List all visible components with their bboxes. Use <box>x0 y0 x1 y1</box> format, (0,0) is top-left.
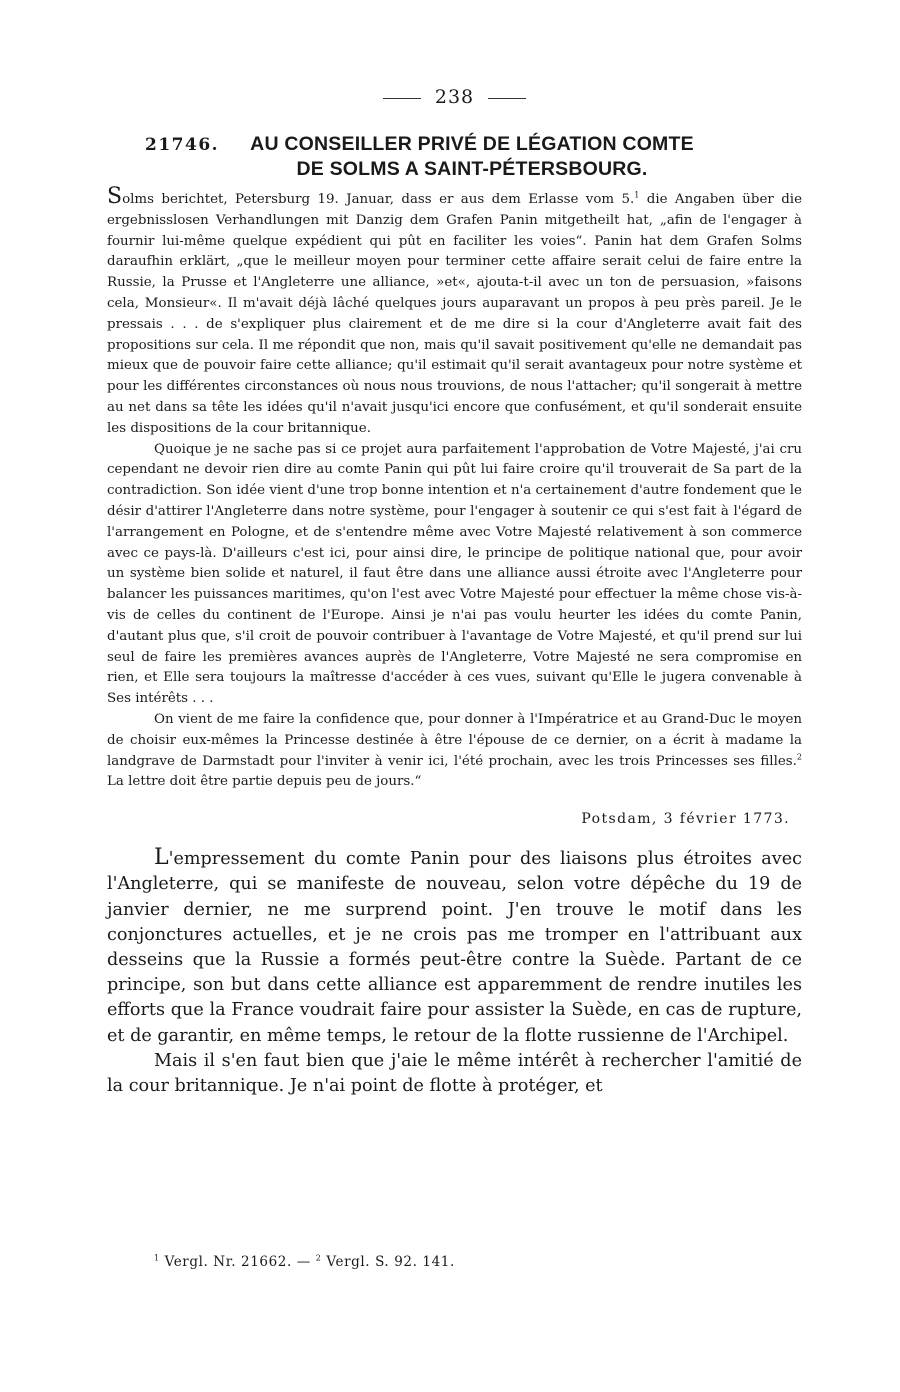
document-page <box>107 82 802 1099</box>
page-number: 238 <box>434 86 475 108</box>
footnote-1-marker: 1 <box>154 1253 160 1263</box>
footnote-ref-1: 1 <box>634 190 640 200</box>
heading-line-2: DE SOLMS A SAINT-PÉTERSBOURG. <box>296 158 648 180</box>
summary-paragraph-2: Quoique je ne sache pas si ce projet aura parfaitement l'approbation de Votre Majesté, j'ai cru cependant ne devoir rien dire au comte Panin qui pût lui faire croire qu'il trouverait de Sa part de la contradiction. Son idée vient d'une trop bonne intention et n'a certainement d'autre fondement que le désir d'attirer l'Angleterre dans notre système, pour l'engager à soutenir ce qui s'est fait à l'égard de l'arrangement en Pologne, et de s'entendre même avec Votre Majesté relativement à son commerce avec ce pays-là. D'ailleurs c'est ici, pour ainsi dire, le principe de politique national que, pour avoir un système bien solide et naturel, il faut être dans une alliance aussi étroite avec l'Angleterre pour balancer les puissances maritimes, qu'on l'est avec Votre Majesté pour effectuer la même chose vis-à-vis de celles du continent de l'Europe. Ainsi je n'ai pas voulu heurter les idées du comte Panin, d'autant plus que, s'il croit de pouvoir contribuer à l'avantage de Votre Majesté, et qu'il prend sur lui seul de faire les premières avances auprès de l'Angleterre, Votre Majesté ne sera compromise en rien, et Elle sera toujours la maîtresse d'accéder à ces vues, suivant qu'Elle le jugera convenable à Ses intérêts . . . <box>107 441 802 707</box>
page-number-line <box>107 82 802 112</box>
body-paragraph-2: Mais il s'en faut bien que j'aie le même intérêt à rechercher l'amitié de la cour britannique. Je n'ai point de flotte à protéger, et <box>107 1050 802 1096</box>
footnote-1-text: Vergl. Nr. 21662. — <box>159 1254 316 1270</box>
footnote-2-text: Vergl. S. 92. 141. <box>321 1254 455 1270</box>
summary-p3-part2: La lettre doit être partie depuis peu de jours.“ <box>107 774 422 790</box>
heading-line-1: AU CONSEILLER PRIVÉ DE LÉGATION COMTE <box>250 133 694 155</box>
body-paragraph-1 <box>107 845 802 1049</box>
footnotes <box>154 1254 455 1270</box>
summary-paragraph-3 <box>107 710 802 793</box>
footnote-2-marker: 2 <box>315 1253 322 1263</box>
date-line: Potsdam, 3 février 1773. <box>581 811 790 828</box>
footnote-ref-2: 2 <box>796 752 802 762</box>
letter-heading <box>107 132 802 182</box>
summary-initial: S <box>107 184 123 209</box>
summary-p1-part1: olms berichtet, Petersburg 19. Januar, dass er aus dem Erlasse vom 5. <box>122 192 635 207</box>
summary-p3-part1: On vient de me faire la confidence que, pour donner à l'Impératrice et au Grand-Duc le moyen de choisir eux-mêmes la Princesse destinée à être l'épouse de ce dernier, on a écrit à madame la landgrave de Darmstadt pour l'inviter à venir ici, l'été prochain, avec les trois Princesses ses filles. <box>107 711 802 769</box>
body-initial: L <box>154 845 169 871</box>
summary-block <box>107 184 802 793</box>
letter-number: 21746. <box>145 135 220 155</box>
summary-p1-part2: die Angaben über die ergebnisslosen Verhandlungen mit Danzig dem Grafen Panin mitgetheilt hat, „afin de l'engager à fournir lui-même quelque expédient qui pût en faciliter les voies“. Panin hat dem Grafen Solms daraufhin erklärt, „que le meilleur moyen pour terminer cette affaire serait celui de faire entre la Russie, la Prusse et l'Angleterre une alliance, »et«, ajouta-t-il avec un ton de persuasion, »faisons cela, Monsieur«. Il m'avait déjà lâché quelques jours auparavant un propos à peu près pareil. Je le pressais . . . de s'expliquer plus clairement et de me dire si la cour d'Angleterre avait fait des propositions sur cela. Il me répondit que non, mais qu'il savait positivement qu'elle ne demandait pas mieux que de pouvoir faire cette alliance; qu'il estimait qu'il serait avantageux pour notre système et pour les différentes circonstances où nous nous trouvions, de nous l'attacher; qu'il songerait à mettre au net dans sa tête les idées qu'il n'avait jusqu'ici encore que confusément, et qu'il sonderait ensuite les dispositions de la cour britannique. <box>107 192 802 436</box>
page-number-dash-left <box>383 98 421 99</box>
body-p1-rest: 'empressement du comte Panin pour des liaisons plus étroites avec l'Angleterre, qui se manifeste de nouveau, selon votre dépêche du 19 de janvier dernier, ne me surprend point. J'en trouve le motif dans les conjonctures actuelles, et je ne crois pas me tromper en l'attribuant aux desseins que la Russie a formés peut-être contre la Suède. Partant de ce principe, son but dans cette alliance est apparemment de rendre inutiles les efforts que la France voudrait faire pour assister la Suède, en cas de rupture, et de garantir, en même temps, le retour de la flotte russienne de l'Archipel. <box>107 849 802 1046</box>
summary-paragraph-1 <box>107 184 802 440</box>
page-number-dash-right <box>488 98 526 99</box>
letter-body <box>107 845 802 1099</box>
